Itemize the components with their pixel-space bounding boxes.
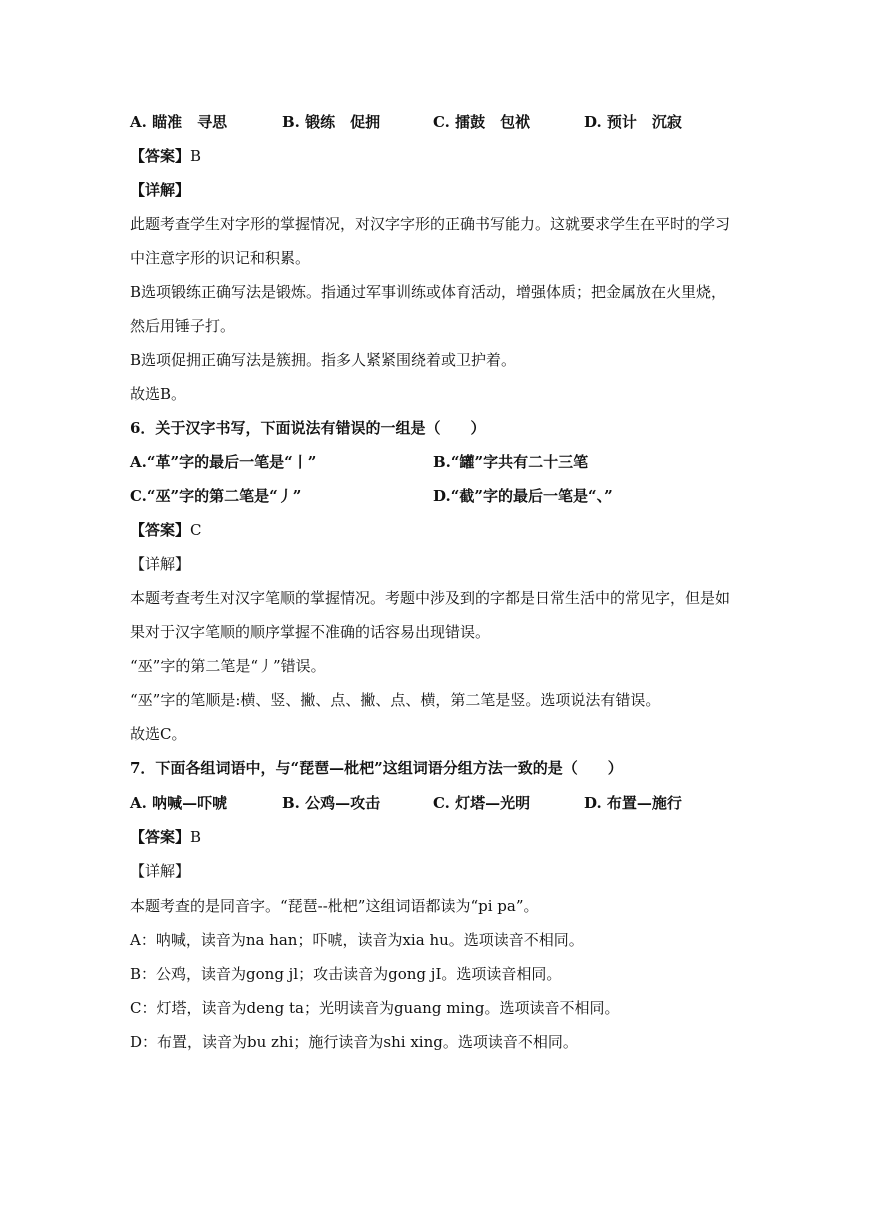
answer-label: 【答案】 — [130, 147, 191, 165]
q5-answer — [130, 145, 201, 167]
q7-detail-line: C：灯塔，读音为deng ta；光明读音为guang ming。选项读音不相同。 — [130, 999, 620, 1017]
q7-answer — [130, 826, 201, 848]
q5-option-a: A. 瞄准 寻思 — [130, 113, 228, 131]
q6-option-c: C.“巫”字的第二笔是“丿” — [130, 487, 302, 505]
q6-detail-line: “巫”字的第二笔是“丿”错误。 — [130, 657, 326, 675]
answer-value: B — [190, 828, 202, 846]
q6-detail-line: 本题考查考生对汉字笔顺的掌握情况。考题中涉及到的字都是日常生活中的常见字，但是如 — [130, 589, 731, 607]
q6-answer — [130, 519, 202, 541]
q5-detail-line: 然后用锤子打。 — [130, 317, 236, 335]
q5-detail-label: 【详解】 — [130, 181, 191, 199]
q5-detail-line: B选项锻练正确写法是锻炼。指通过军事训练或体育活动，增强体质；把金属放在火里烧， — [130, 283, 727, 301]
q7-question: 7．下面各组词语中，与“琵琶—枇杷”这组词语分组方法一致的是（ ） — [130, 759, 623, 777]
q5-detail-line: B选项促拥正确写法是簇拥。指多人紧紧围绕着或卫护着。 — [130, 351, 517, 369]
q5-option-d: D. 预计 沉寂 — [584, 113, 682, 131]
q6-question: 6．关于汉字书写，下面说法有错误的一组是（ ） — [130, 419, 486, 437]
q7-detail-line: A：呐喊，读音为na han；吓唬，读音为xia hu。选项读音不相同。 — [130, 931, 584, 949]
q7-detail-line: D：布置，读音为bu zhi；施行读音为shi xing。选项读音不相同。 — [130, 1033, 578, 1051]
q6-detail-line: 果对于汉字笔顺的顺序掌握不准确的话容易出现错误。 — [130, 623, 491, 641]
q5-option-c: C. 擂鼓 包袱 — [433, 113, 531, 131]
q5-detail-line: 此题考查学生对字形的掌握情况，对汉字字形的正确书写能力。这就要求学生在平时的学习 — [130, 215, 731, 233]
answer-value: B — [190, 147, 202, 165]
q7-option-b: B. 公鸡—攻击 — [282, 794, 381, 812]
q7-detail-line: 本题考查的是同音字。“琵琶--枇杷”这组词语都读为“pi pa”。 — [130, 897, 539, 915]
q6-option-a: A.“革”字的最后一笔是“丨” — [130, 453, 317, 471]
answer-label: 【答案】 — [130, 828, 191, 846]
q6-option-d: D.“截”字的最后一笔是“、” — [433, 487, 613, 505]
answer-value: C — [190, 521, 202, 539]
q7-detail-label: 【详解】 — [130, 862, 191, 880]
q7-option-a: A. 呐喊—吓唬 — [130, 794, 228, 812]
q7-option-c: C. 灯塔—光明 — [433, 794, 531, 812]
answer-label: 【答案】 — [130, 521, 191, 539]
q5-detail-line: 故选B。 — [130, 385, 187, 403]
q6-option-b: B.“罐”字共有二十三笔 — [433, 453, 589, 471]
q5-option-b: B. 锻练 促拥 — [282, 113, 381, 131]
q6-detail-line: “巫”字的笔顺是:横、竖、撇、点、撇、点、横，第二笔是竖。选项说法有错误。 — [130, 691, 661, 709]
q7-option-d: D. 布置—施行 — [584, 794, 682, 812]
q5-detail-line: 中注意字形的识记和积累。 — [130, 249, 311, 267]
q7-detail-line: B：公鸡，读音为gong jl；攻击读音为gong jI。选项读音相同。 — [130, 965, 562, 983]
q6-detail-line: 故选C。 — [130, 725, 187, 743]
q6-detail-label: 【详解】 — [130, 555, 191, 573]
